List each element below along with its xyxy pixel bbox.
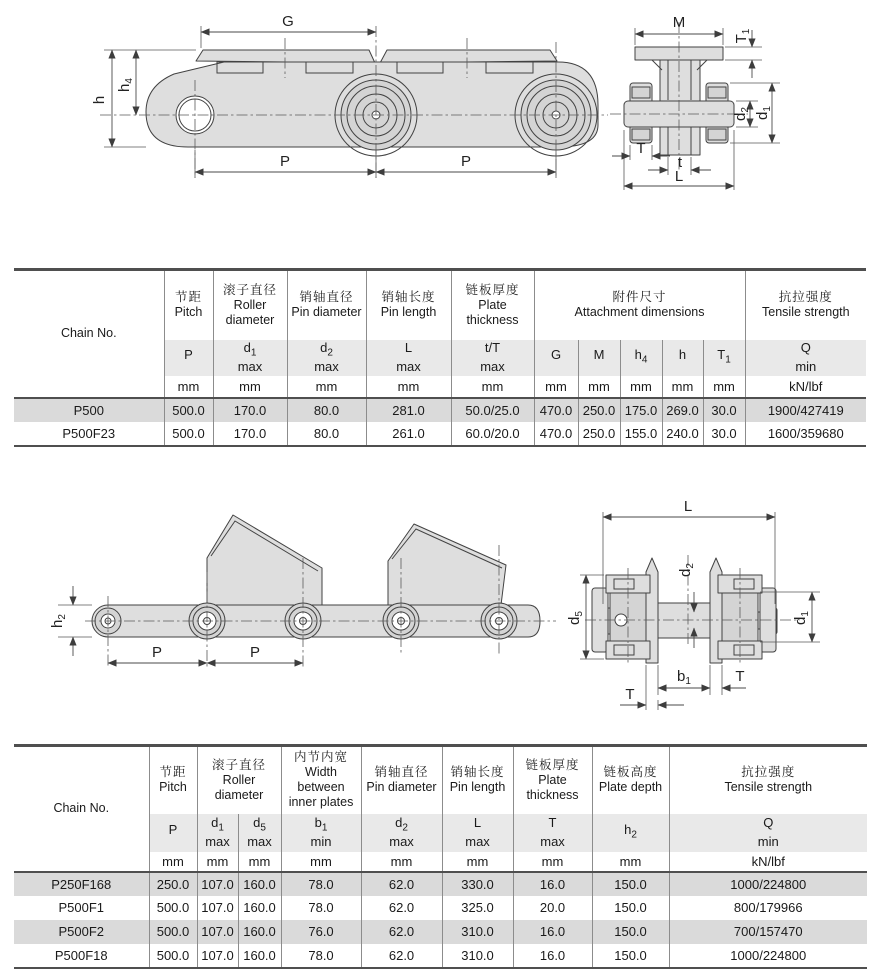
top-plate-1 [196,50,375,63]
unit-cell: mm [451,376,534,398]
spec-table-2-container [14,744,867,969]
table1-group-header-row [14,270,866,340]
flight-attachment-2 [388,524,506,605]
label-M: M [672,14,686,31]
symbol-b1: $b_1$ min [281,814,361,852]
col-header-pin-diameter: 销轴直径 Pin diameter [287,270,366,340]
label-T1: $T_1$ [733,28,752,44]
value-cell: 500.0 [149,944,197,968]
label-h: h [91,95,108,105]
value-cell: 250.0 [149,872,197,896]
unit-cell: mm [366,376,451,398]
value-cell: 500.0 [149,920,197,944]
col-header-pin-length: 销轴长度 Pin length [442,746,513,814]
diagram-attachment-cross-section [566,498,820,710]
chain-no-cell: P500F18 [54,947,108,963]
col-header-plate-depth: 链板高度 Plate depth [592,746,669,814]
spec-table-1 [14,268,866,447]
value-cell: 160.0 [238,920,281,944]
value-cell: 1000/224800 [669,944,867,968]
value-cell: 107.0 [197,896,238,920]
chain-no-cell: P500 [14,398,164,422]
col-header-attachment-dimensions: 附件尺寸 Attachment dimensions [534,270,745,340]
diagram-chain-cross-section [610,14,780,190]
col-header-tensile-strength: 抗拉强度 Tensile strength [745,270,866,340]
value-cell: 310.0 [442,920,513,944]
table-row [14,872,867,896]
value-cell: 160.0 [238,872,281,896]
value-cell: 30.0 [703,398,745,422]
bush [632,87,650,98]
value-cell: 80.0 [287,398,366,422]
label-h4: $h_4$ [116,78,135,92]
table-row [14,398,866,422]
col-header-plate-thickness: 链板厚度 Plate thickness [513,746,592,814]
value-cell: 78.0 [281,896,361,920]
symbol-G: G [534,340,578,376]
value-cell: 150.0 [592,896,669,920]
unit-cell: kN/lbf [669,852,867,872]
value-cell: 170.0 [213,398,287,422]
value-cell: 62.0 [361,920,442,944]
unit-cell: mm [620,376,662,398]
col-header-roller-diameter: 滚子直径 Roller diameter [213,270,287,340]
value-cell: 500.0 [164,422,213,446]
unit-cell: mm [164,376,213,398]
symbol-d5: $d_5$ max [238,814,281,852]
table-row [14,896,867,920]
unit-cell: mm [213,376,287,398]
col-header-pin-diameter: 销轴直径 Pin diameter [361,746,442,814]
value-cell: 16.0 [513,920,592,944]
flight-attachment-1 [207,515,322,605]
value-cell: 107.0 [197,872,238,896]
symbol-T: T max [513,814,592,852]
unit-cell: kN/lbf [745,376,866,398]
value-cell: 800/179966 [669,896,867,920]
value-cell: 240.0 [662,422,703,446]
value-cell: 330.0 [442,872,513,896]
col-header-inner-width: 内节内宽 Width between inner plates [281,746,361,814]
unit-cell: mm [592,852,669,872]
diagram-attachment-chain-side-view [49,515,556,668]
label-d5: $d_5$ [566,611,585,625]
value-cell: 107.0 [197,944,238,968]
unit-cell: mm [534,376,578,398]
col-header-roller-diameter: 滚子直径 Roller diameter [197,746,281,814]
value-cell: 78.0 [281,872,361,896]
label-b1: $b_1$ [677,668,691,687]
symbol-T1: $T_1$ [703,340,745,376]
table-row [14,944,867,968]
value-cell: 160.0 [238,896,281,920]
col-header-pitch: 节距 Pitch [149,746,197,814]
value-cell: 160.0 [238,944,281,968]
label-T: T [636,140,646,157]
symbol-h: h [662,340,703,376]
value-cell: 325.0 [442,896,513,920]
value-cell: 281.0 [366,398,451,422]
unit-cell: mm [513,852,592,872]
label-T-left: T [625,686,635,703]
value-cell: 470.0 [534,398,578,422]
value-cell: 1600/359680 [745,422,866,446]
label-t: t [677,154,683,171]
label-d1: $d_1$ [792,611,811,625]
label-d1: $d_1$ [754,106,773,120]
label-d2: $d_2$ [732,107,751,121]
symbol-L: L max [442,814,513,852]
table-row [14,422,866,446]
attachment-web [660,60,700,102]
value-cell: 150.0 [592,920,669,944]
col-header-plate-thickness: 链板厚度 Plate thickness [451,270,534,340]
value-cell: 60.0/20.0 [451,422,534,446]
label-P1: P [279,153,291,170]
value-cell: 16.0 [513,944,592,968]
value-cell: 16.0 [513,872,592,896]
value-cell: 170.0 [213,422,287,446]
value-cell: 269.0 [662,398,703,422]
symbol-P: P [149,814,197,852]
symbol-M: M [578,340,620,376]
chain-no-cell: P500F2 [14,920,149,944]
value-cell: 62.0 [361,944,442,968]
value-cell: 500.0 [164,398,213,422]
table1-chain-no-header: Chain No. [14,270,164,398]
top-plate-2 [380,50,557,63]
symbol-Q: Q min [745,340,866,376]
symbol-Q: Q min [669,814,867,852]
table2-chain-no-header: Chain No. [14,746,149,872]
label-h2: $h_2$ [49,614,68,628]
unit-cell: mm [442,852,513,872]
value-cell: 62.0 [361,872,442,896]
unit-cell: mm [281,852,361,872]
value-cell: 155.0 [620,422,662,446]
lower-web [660,127,700,155]
value-cell: 80.0 [287,422,366,446]
label-P1: P [151,644,163,661]
value-cell: 76.0 [281,920,361,944]
col-header-pin-length: 销轴长度 Pin length [366,270,451,340]
label-P2: P [460,153,472,170]
symbol-tT: t/T max [451,340,534,376]
value-cell: 107.0 [197,920,238,944]
value-cell: 1900/427419 [745,398,866,422]
label-G: G [282,13,294,30]
symbol-L: L max [366,340,451,376]
unit-cell: mm [662,376,703,398]
unit-cell: mm [238,852,281,872]
value-cell: 250.0 [578,422,620,446]
bush [632,129,650,140]
label-d2: $d_2$ [677,563,696,577]
symbol-d1: $d_1$ max [213,340,287,376]
col-header-tensile-strength: 抗拉强度 Tensile strength [669,746,867,814]
value-cell: 78.0 [281,944,361,968]
symbol-P: P [164,340,213,376]
value-cell: 310.0 [442,944,513,968]
value-cell: 261.0 [366,422,451,446]
unit-cell: mm [197,852,238,872]
unit-cell: mm [149,852,197,872]
value-cell: 20.0 [513,896,592,920]
table2-group-header-row [14,746,867,814]
table-row [14,920,867,944]
unit-cell: mm [703,376,745,398]
value-cell: 700/157470 [669,920,867,944]
value-cell: 150.0 [592,944,669,968]
spec-table-2 [14,744,867,969]
value-cell: 250.0 [578,398,620,422]
unit-cell: mm [361,852,442,872]
unit-cell: mm [578,376,620,398]
spec-table-1-container [14,268,866,447]
value-cell: 30.0 [703,422,745,446]
chain-no-cell: P500F1 [58,900,105,915]
value-cell: 470.0 [534,422,578,446]
label-T-right: T [735,668,745,685]
unit-cell: mm [287,376,366,398]
value-cell: 500.0 [149,896,197,920]
symbol-d1: $d_1$ max [197,814,238,852]
chain-no-cell: P250F168 [14,872,149,896]
bush [708,87,726,98]
label-P2: P [249,644,261,661]
value-cell: 150.0 [592,872,669,896]
value-cell: 1000/224800 [669,872,867,896]
symbol-h2: $h_2$ [592,814,669,852]
diagram-chain-side-view [91,13,608,178]
label-L: L [674,168,684,185]
label-L: L [683,498,693,515]
value-cell: 50.0/25.0 [451,398,534,422]
symbol-d2: $d_2$ max [287,340,366,376]
value-cell: 62.0 [361,896,442,920]
chain-no-cell: P500F23 [62,425,116,441]
bush [708,129,726,140]
value-cell: 175.0 [620,398,662,422]
symbol-h4: $h_4$ [620,340,662,376]
col-header-pitch: 节距 Pitch [164,270,213,340]
symbol-d2: $d_2$ max [361,814,442,852]
